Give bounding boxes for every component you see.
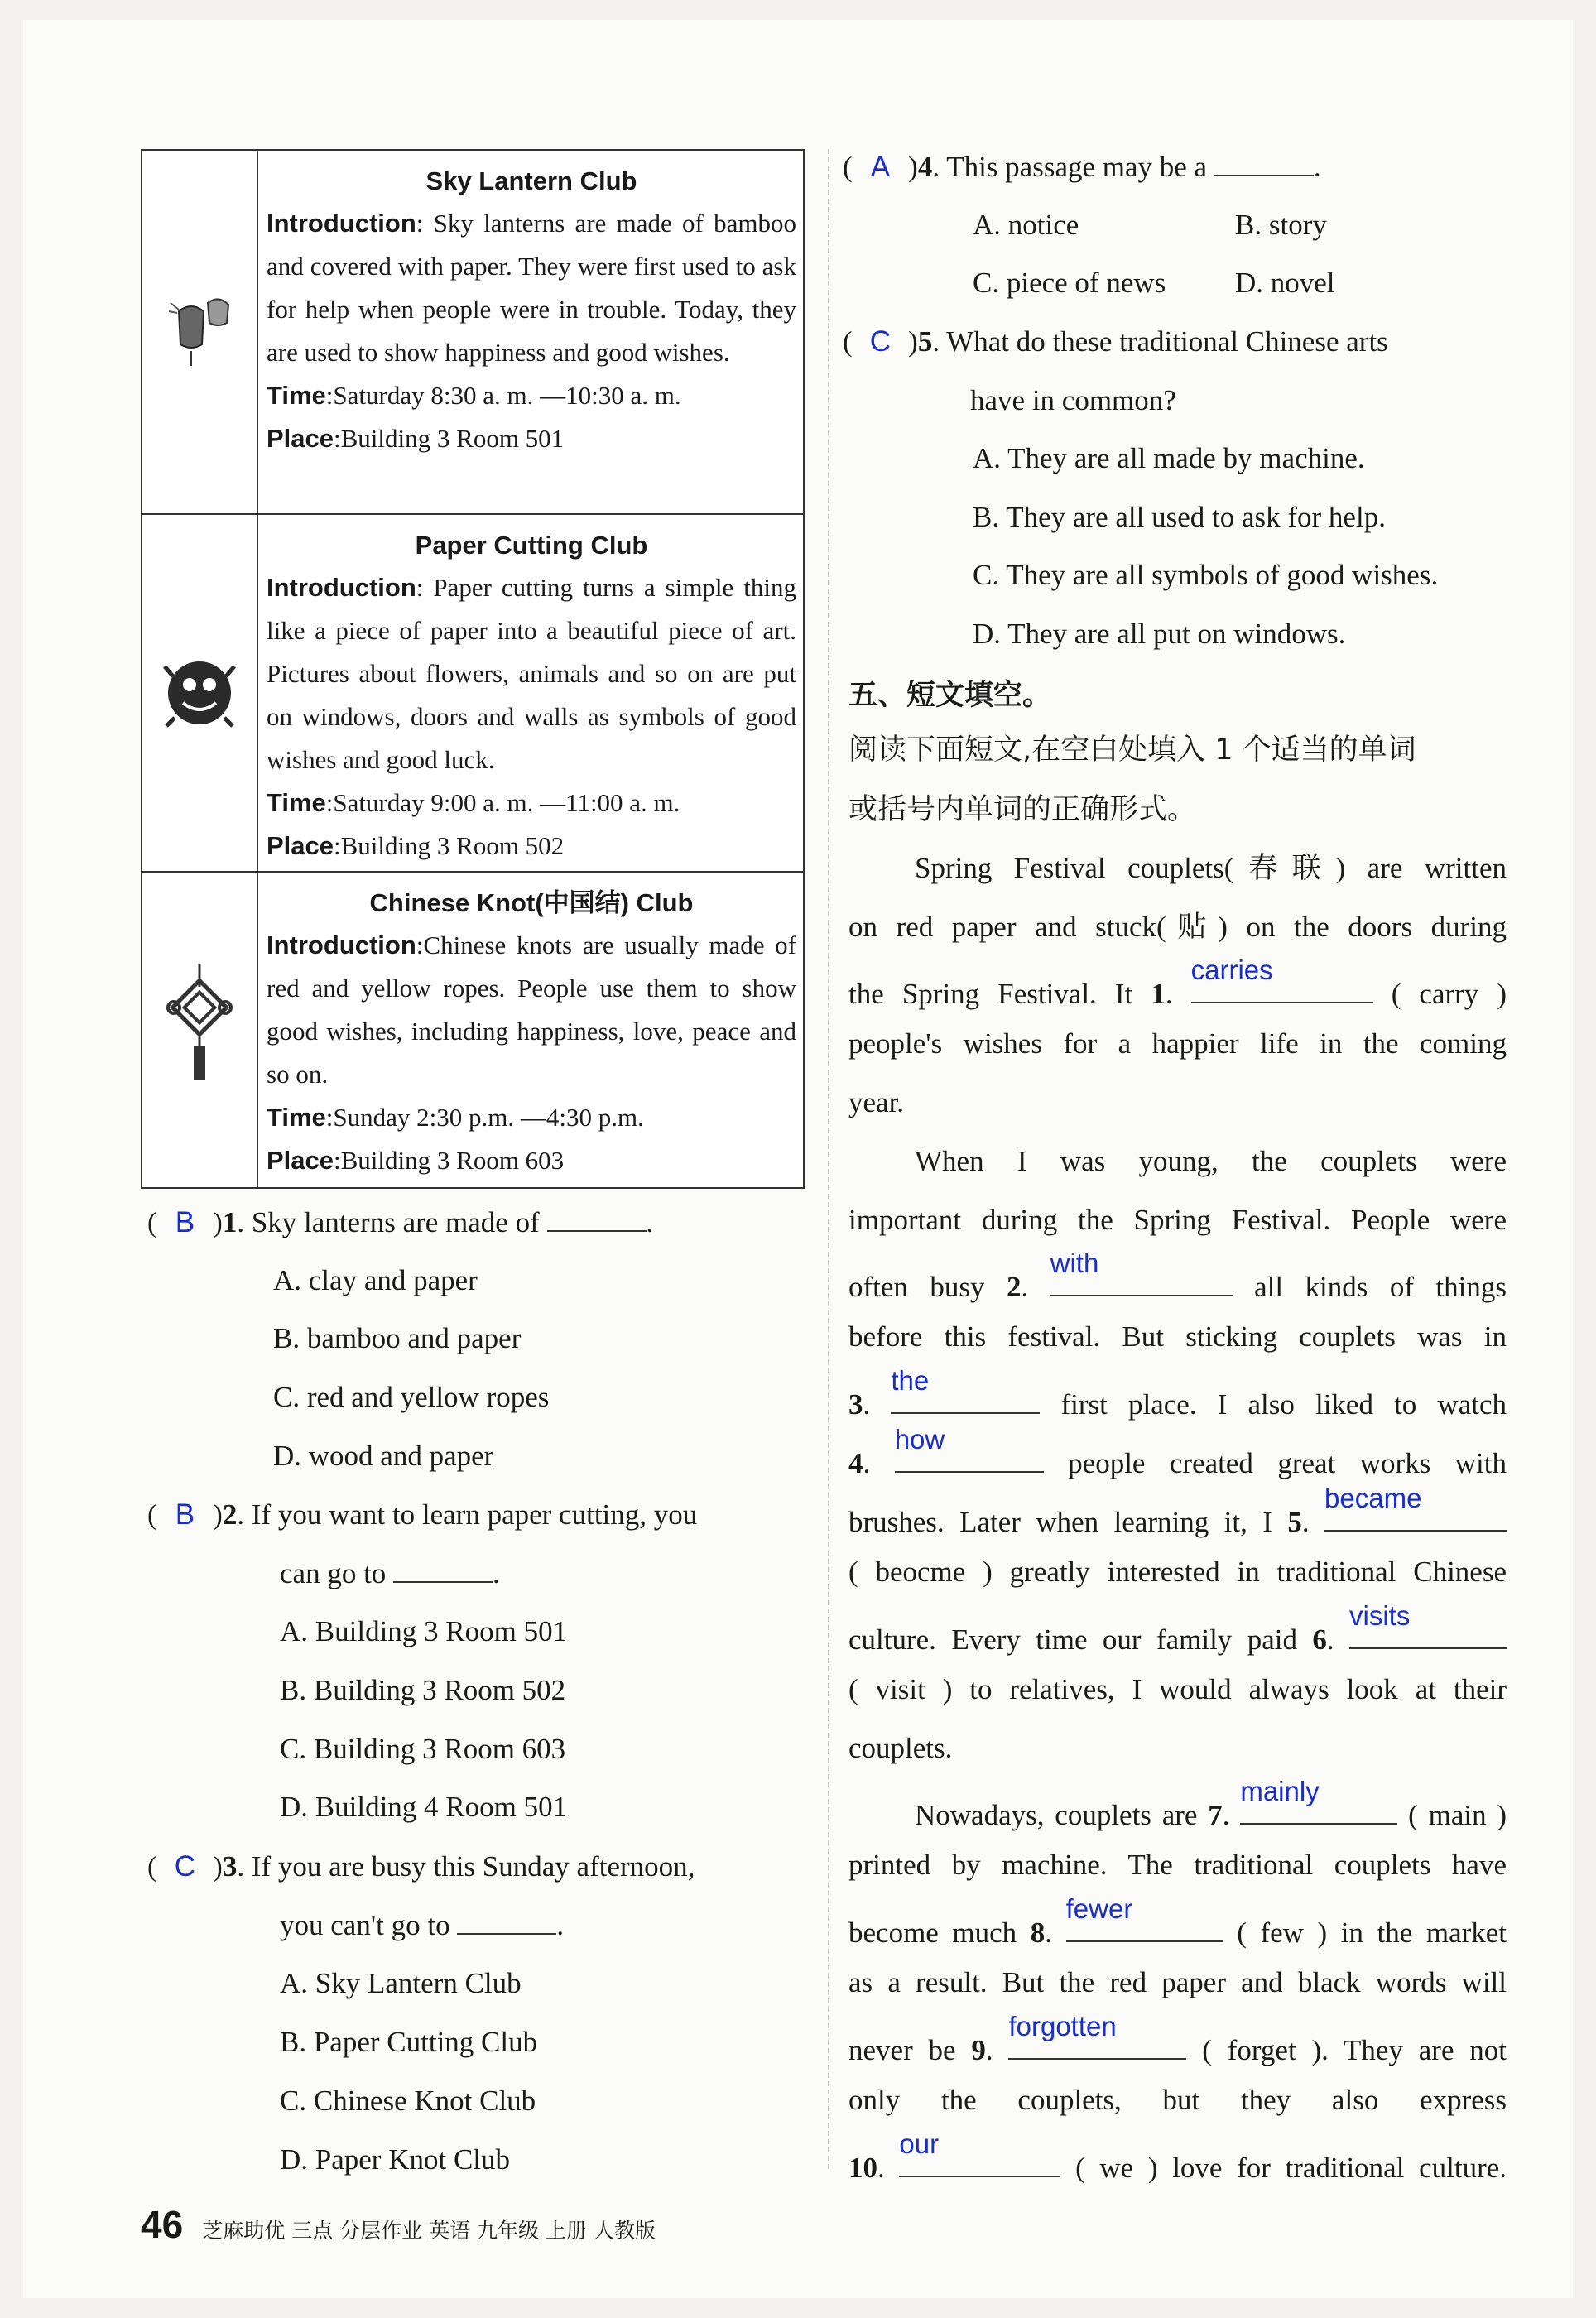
- option-c: C. red and yellow ropes: [273, 1381, 550, 1413]
- club-table: [141, 149, 805, 1189]
- passage-line: culture. Every time our family paid 6. visits: [848, 1613, 1507, 1658]
- intro-text: :Chinese knots are usually made of red and yellow ropes. People use them to show good wishes, including happiness, love, peace and so on.: [267, 931, 796, 1089]
- question-2: ( B )2. If you want to learn paper cutting, you: [147, 1497, 697, 1533]
- passage-line: When I was young, the couplets were: [915, 1145, 1507, 1177]
- question-3: ( C )3. If you are busy this Sunday afternoon,: [147, 1849, 695, 1885]
- option-d: D. They are all put on windows.: [973, 618, 1346, 650]
- question-4: ( A )4. This passage may be a .: [843, 149, 1321, 185]
- place-label: Place: [267, 424, 334, 453]
- blank-answer: became: [1324, 1483, 1422, 1513]
- passage-line: couplets.: [848, 1732, 953, 1764]
- place-text: :Building 3 Room 501: [334, 424, 565, 453]
- time-text: :Sunday 2:30 p.m. —4:30 p.m.: [325, 1103, 644, 1132]
- passage-line: 10. our ( we ) love for traditional culture.: [848, 2141, 1507, 2186]
- question-number: 5: [917, 325, 933, 358]
- footer-text: 芝麻助优 三点 分层作业 英语 九年级 上册 人教版: [202, 2219, 656, 2243]
- passage-line: on red paper and stuck(贴) on the doors during: [848, 911, 1507, 943]
- question-number: 3: [222, 1850, 238, 1883]
- passage-line: only the couplets, but they also express: [848, 2084, 1507, 2116]
- option-d: D. wood and paper: [273, 1440, 494, 1472]
- answer-choice: A: [870, 151, 891, 183]
- club-description: [258, 873, 803, 1187]
- club-title: Sky Lantern Club: [425, 166, 637, 195]
- passage-line: before this festival. But sticking couplets was in: [848, 1320, 1507, 1353]
- question-5-continued: have in common?: [970, 384, 1176, 416]
- passage-line: people's wishes for a happier life in the coming: [848, 1027, 1507, 1060]
- page-footer: [141, 2202, 656, 2247]
- passage-line: often busy 2. with all kinds of things: [848, 1260, 1507, 1306]
- question-5: ( C )5. What do these traditional Chinese arts: [843, 324, 1388, 360]
- section-instruction: 阅读下面短文,在空白处填入 1 个适当的单词: [848, 733, 1416, 767]
- question-1: ( B )1. Sky lanterns are made of .: [147, 1205, 653, 1241]
- question-text: Sky lanterns are made of: [251, 1206, 540, 1238]
- intro-text: : Paper cutting turns a simple thing like a piece of paper into a beautiful piece of art. Pictures about flowers, animals and so on are put on windows, doors and walls as symbols of good wishes and good luck.: [267, 573, 796, 774]
- club-description: [258, 151, 803, 513]
- question-2-continued: can go to .: [280, 1557, 500, 1589]
- question-text: What do these traditional Chinese arts: [946, 325, 1388, 358]
- passage-line: 3. the first place. I also liked to watch: [848, 1378, 1507, 1423]
- option-d: D. Building 4 Room 501: [280, 1791, 568, 1823]
- option-b: B. They are all used to ask for help.: [973, 501, 1386, 533]
- blank-answer: carries: [1190, 955, 1273, 985]
- option-d: D. novel: [1235, 267, 1335, 299]
- blank-answer: the: [891, 1365, 930, 1396]
- section-heading: 五、短文填空。: [848, 679, 1052, 712]
- option-c: C. Building 3 Room 603: [280, 1733, 566, 1765]
- column-divider: [828, 149, 829, 2169]
- lantern-icon: [142, 151, 258, 513]
- page-number: 46: [141, 2203, 184, 2246]
- section-instruction: 或括号内单词的正确形式。: [848, 793, 1197, 826]
- time-label: Time: [267, 381, 326, 410]
- blank-answer: fewer: [1065, 1893, 1133, 1924]
- passage-line: year.: [848, 1086, 905, 1118]
- passage-line: 4. how people created great works with: [848, 1436, 1507, 1482]
- club-title: Chinese Knot(中国结) Club: [369, 888, 694, 917]
- place-text: :Building 3 Room 502: [334, 831, 565, 860]
- option-a: A. Sky Lantern Club: [280, 1967, 522, 1999]
- place-text: :Building 3 Room 603: [334, 1146, 565, 1175]
- question-number: 1: [222, 1206, 238, 1238]
- blank-answer: our: [899, 2128, 940, 2159]
- blank-answer: forgotten: [1008, 2011, 1117, 2041]
- option-b: B. story: [1235, 209, 1327, 241]
- chinese-knot-icon: [142, 873, 258, 1187]
- question-3-continued: you can't go to .: [280, 1909, 565, 1941]
- time-label: Time: [267, 1103, 326, 1132]
- question-number: 2: [222, 1498, 238, 1531]
- question-text: If you are busy this Sunday afternoon,: [251, 1850, 695, 1883]
- answer-choice: B: [175, 1498, 195, 1531]
- intro-label: Introduction: [267, 573, 416, 602]
- passage-line: important during the Spring Festival. People were: [848, 1204, 1507, 1236]
- intro-label: Introduction: [267, 931, 416, 959]
- club-row-paper-cutting: [142, 515, 803, 873]
- answer-choice: C: [869, 325, 892, 358]
- question-number: 4: [917, 151, 933, 183]
- blank-answer: how: [894, 1424, 945, 1455]
- intro-text: : Sky lanterns are made of bamboo and covered with paper. They were first used to ask for help when people were in trouble. Today, they are used to show happiness and good wishes.: [267, 209, 796, 367]
- option-b: B. Building 3 Room 502: [280, 1674, 566, 1706]
- option-a: A. clay and paper: [273, 1264, 478, 1296]
- passage-line: Spring Festival couplets(春联) are written: [915, 852, 1507, 884]
- answer-choice: C: [174, 1850, 196, 1883]
- place-label: Place: [267, 1146, 334, 1175]
- option-a: A. notice: [973, 209, 1079, 241]
- option-c: C. They are all symbols of good wishes.: [973, 559, 1439, 591]
- time-text: :Saturday 9:00 a. m. —11:00 a. m.: [325, 788, 680, 817]
- option-b: B. bamboo and paper: [273, 1322, 522, 1354]
- question-text: This passage may be a: [946, 151, 1208, 183]
- passage-line: become much 8. fewer ( few ) in the market: [848, 1906, 1507, 1951]
- answer-choice: B: [175, 1206, 195, 1238]
- club-title: Paper Cutting Club: [415, 531, 648, 560]
- passage-line: ( visit ) to relatives, I would always look at their: [848, 1673, 1507, 1705]
- passage-line: Nowadays, couplets are 7. mainly ( main ): [915, 1788, 1507, 1834]
- passage-line: printed by machine. The traditional couplets have: [848, 1849, 1507, 1881]
- option-c: C. piece of news: [973, 267, 1166, 299]
- passage-line: the Spring Festival. It 1. carries ( carry ): [848, 967, 1507, 1012]
- place-label: Place: [267, 831, 334, 860]
- time-text: :Saturday 8:30 a. m. —10:30 a. m.: [325, 381, 681, 410]
- club-description: [258, 515, 803, 871]
- option-c: C. Chinese Knot Club: [280, 2085, 536, 2117]
- blank-answer: mainly: [1240, 1776, 1320, 1806]
- paper-cutting-icon: [142, 515, 258, 871]
- club-row-chinese-knot: [142, 873, 803, 1187]
- option-b: B. Paper Cutting Club: [280, 2026, 538, 2058]
- question-text: If you want to learn paper cutting, you: [251, 1498, 698, 1531]
- option-d: D. Paper Knot Club: [280, 2143, 511, 2176]
- option-a: A. They are all made by machine.: [973, 442, 1365, 474]
- passage-line: never be 9. forgotten ( forget ). They are not: [848, 2023, 1507, 2069]
- blank-answer: visits: [1349, 1600, 1411, 1631]
- intro-label: Introduction: [267, 209, 416, 238]
- passage-line: brushes. Later when learning it, I 5. became: [848, 1495, 1507, 1541]
- passage-line: as a result. But the red paper and black words will: [848, 1966, 1507, 1998]
- option-a: A. Building 3 Room 501: [280, 1615, 568, 1647]
- passage-line: ( beocme ) greatly interested in traditional Chinese: [848, 1556, 1507, 1588]
- blank-answer: with: [1050, 1248, 1099, 1278]
- time-label: Time: [267, 788, 326, 817]
- club-row-sky-lantern: [142, 151, 803, 515]
